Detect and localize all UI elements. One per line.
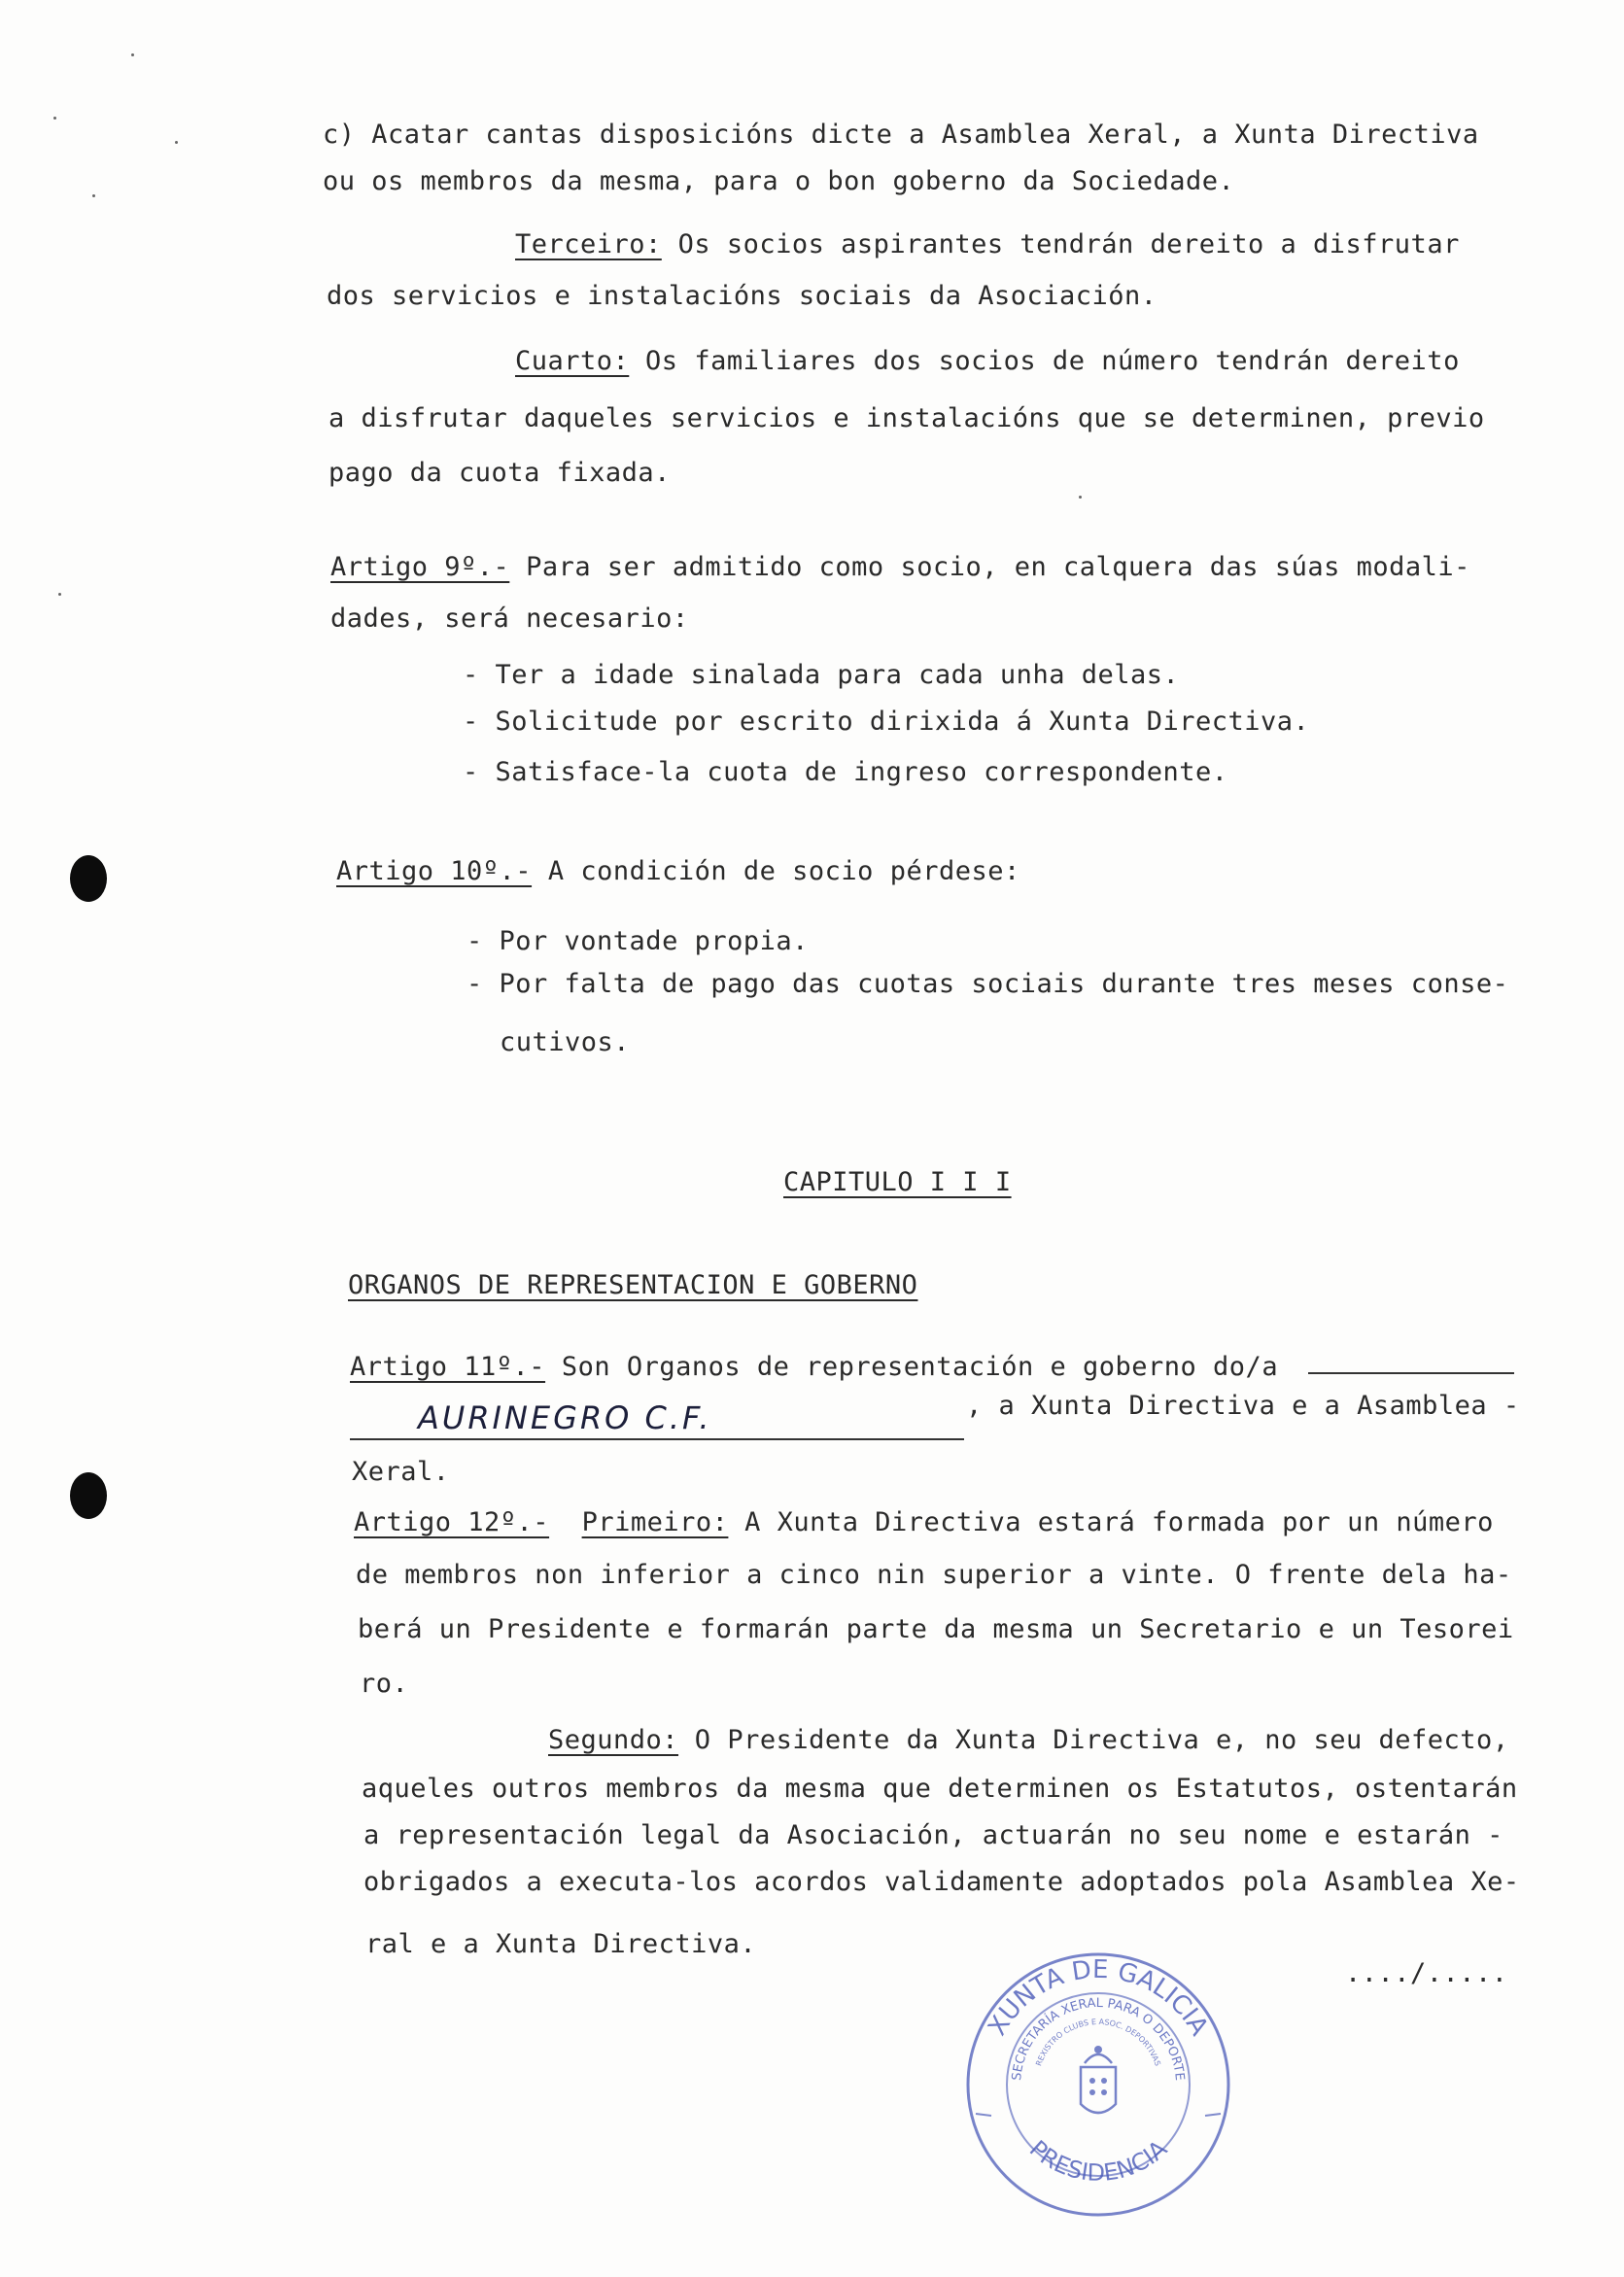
para-line: , a Xunta Directiva e a Asamblea - (966, 1391, 1520, 1421)
speck (58, 593, 61, 596)
para-line (515, 345, 1460, 378)
para-line: a representación legal da Asociación, actuarán no seu nome e estarán - (363, 1820, 1503, 1850)
list-item: - Ter a idade sinalada para cada unha delas. (463, 660, 1180, 690)
list-item: - Solicitude por escrito dirixida á Xunta Directiva. (463, 707, 1310, 737)
para-line: c) Acatar cantas disposicións dicte a Asamblea Xeral, a Xunta Directiva (323, 120, 1479, 150)
terceiro-label: Terceiro: (515, 229, 662, 259)
stamp-inner-text-2: REXISTRO CLUBS E ASOC. DEPORTIVAS (1034, 2017, 1162, 2068)
speck (131, 53, 134, 56)
fill-in-line (1308, 1372, 1514, 1374)
artigo-10-text: A condición de socio pérdese: (532, 856, 1020, 886)
list-item: - Por vontade propia. (466, 926, 809, 956)
cuarto-label: Cuarto: (515, 346, 630, 376)
list-item: - Por falta de pago das cuotas sociais durante tres meses conse- (466, 969, 1509, 999)
artigo-10-line (336, 855, 1020, 888)
svg-text:SECRETARÍA XERAL PARA O DEPORT (1010, 1996, 1187, 2082)
fill-in-line (350, 1438, 964, 1440)
artigo-12-line (354, 1506, 1494, 1539)
para-line: aqueles outros membros da mesma que determinen os Estatutos, ostentarán (362, 1774, 1518, 1804)
cuarto-text: Os familiares dos socios de número tendrán dereito (629, 346, 1460, 376)
primeiro-label: Primeiro: (581, 1507, 729, 1537)
artigo-9-label: Artigo 9º.- (330, 552, 510, 582)
artigo-11-line (350, 1351, 1278, 1384)
stamp-bottom-text: PRESIDENCIA (1023, 2134, 1173, 2187)
para-line: pago da cuota fixada. (328, 458, 671, 488)
speck (175, 141, 178, 144)
para-line: a disfrutar daqueles servicios e instalacións que se determinen, previo (328, 403, 1485, 433)
para-line: ou os membros da mesma, para o bon goberno da Sociedade. (323, 166, 1235, 196)
artigo-9-line (330, 551, 1470, 584)
punch-hole-top (70, 855, 107, 902)
segundo-line (548, 1724, 1509, 1757)
terceiro-text: Os socios aspirantes tendrán dereito a disfrutar (661, 229, 1460, 259)
artigo-9-text: Para ser admitido como socio, en calquera das súas modali- (509, 552, 1470, 582)
artigo-12-text: A Xunta Directiva estará formada por un número (728, 1507, 1494, 1537)
section-heading: ORGANOS DE REPRESENTACION E GOBERNO (348, 1270, 918, 1300)
para-line: de membros non inferior a cinco nin superior a vinte. O frente dela ha- (356, 1560, 1512, 1590)
artigo-11-text: Son Organos de representación e goberno do/a (545, 1352, 1279, 1382)
coat-of-arms-icon (1081, 2046, 1116, 2113)
para-line: ral e a Xunta Directiva. (365, 1929, 757, 1959)
segundo-label: Segundo: (548, 1725, 679, 1755)
para-line: dos servicios e instalacións sociais da Asociación. (327, 281, 1158, 311)
stamp-inner-text: SECRETARÍA XERAL PARA O DEPORTE (1010, 1995, 1187, 2082)
para-line (515, 228, 1460, 261)
list-item: - Satisface-la cuota de ingreso correspondente. (463, 757, 1228, 787)
artigo-10-label: Artigo 10º.- (336, 856, 533, 886)
punch-hole-bottom (70, 1472, 107, 1519)
svg-text:PRESIDENCIA (1024, 2135, 1173, 2187)
artigo-11-label: Artigo 11º.- (350, 1352, 546, 1382)
para-line: obrigados a executa-los acordos validamente adoptados pola Asamblea Xe- (363, 1867, 1520, 1897)
para-line: Xeral. (352, 1457, 450, 1487)
para-line: ro. (360, 1669, 409, 1699)
para-line: berá un Presidente e formarán parte da mesma un Secretario e un Tesorei (358, 1614, 1514, 1644)
para-line: dades, será necesario: (330, 604, 689, 634)
stamp-outer-text: XUNTA DE GALICIA (983, 1954, 1214, 2041)
chapter-heading: CAPITULO I I I (783, 1167, 1012, 1197)
segundo-text: O Presidente da Xunta Directiva e, no seu defecto, (678, 1725, 1509, 1755)
club-name-handwritten: AURINEGRO C.F. (418, 1399, 712, 1436)
list-item: cutivos. (500, 1027, 631, 1057)
artigo-12-label: Artigo 12º.- (354, 1507, 550, 1537)
speck (1079, 496, 1082, 499)
official-stamp (962, 1949, 1234, 2221)
continuation-mark: ..../..... (1345, 1958, 1508, 1988)
speck (53, 117, 56, 120)
speck (92, 194, 95, 197)
